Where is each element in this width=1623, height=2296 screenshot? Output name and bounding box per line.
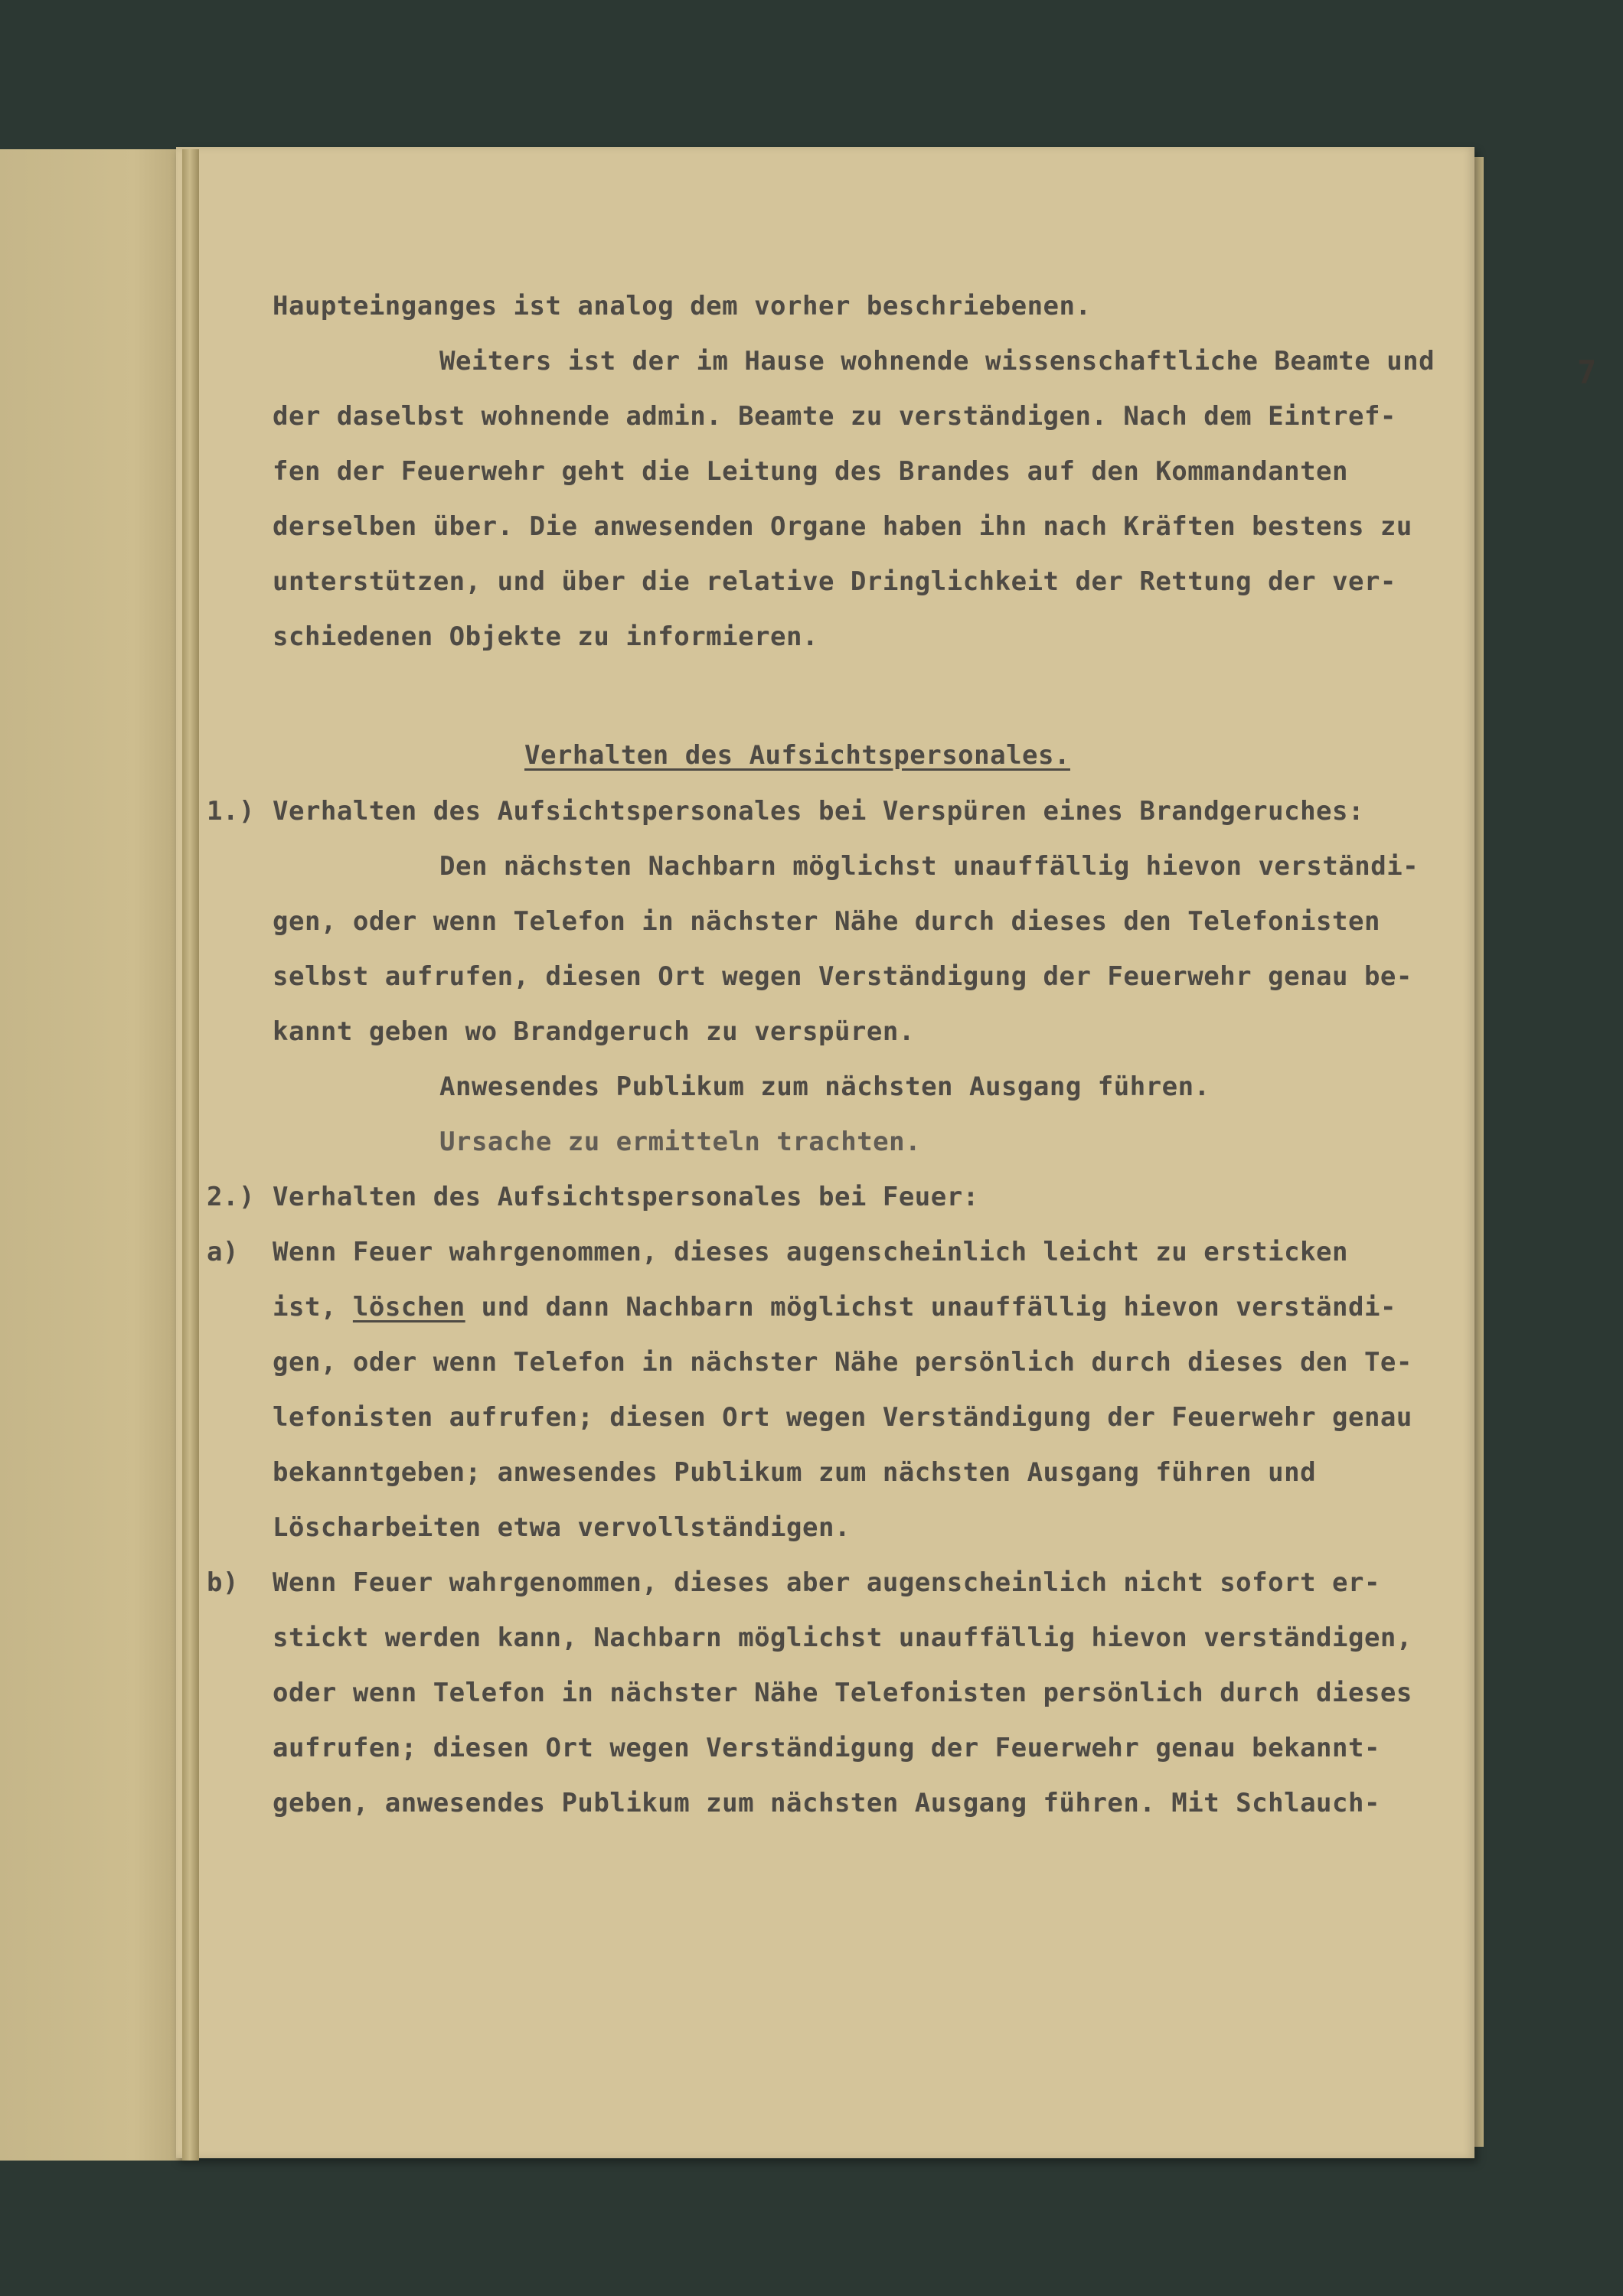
text-line: Ursache zu ermitteln trachten. xyxy=(439,1127,922,1157)
text-line: unterstützen, und über die relative Dringlichkeit der Rettung der ver- xyxy=(273,566,1396,597)
section-number: 1.) xyxy=(207,796,255,827)
page-edge xyxy=(1474,157,1484,2147)
text-line: Haupteinganges ist analog dem vorher beschriebenen. xyxy=(273,291,1092,321)
text-line: selbst aufrufen, diesen Ort wegen Verständigung der Feuerwehr genau be- xyxy=(273,961,1412,992)
text-line: Wenn Feuer wahrgenommen, dieses aber augenscheinlich nicht sofort er- xyxy=(273,1567,1380,1598)
text-line: oder wenn Telefon in nächster Nähe Telefonisten persönlich durch dieses xyxy=(273,1678,1412,1708)
text-line: Anwesendes Publikum zum nächsten Ausgang führen. xyxy=(439,1071,1210,1102)
book-spine xyxy=(182,149,199,2161)
text-line: bekanntgeben; anwesendes Publikum zum nächsten Ausgang führen und xyxy=(273,1457,1317,1488)
text-line: gen, oder wenn Telefon in nächster Nähe durch dieses den Telefonisten xyxy=(273,906,1380,937)
section-heading: Verhalten des Aufsichtspersonales. xyxy=(524,740,1070,771)
item-marker: b) xyxy=(207,1567,239,1598)
text-line: schiedenen Objekte zu informieren. xyxy=(273,621,818,652)
page-number: 7 xyxy=(1577,354,1597,391)
text-line: Den nächsten Nachbarn möglichst unauffällig hievon verständi- xyxy=(439,851,1419,882)
text-fragment: ist, xyxy=(273,1292,337,1322)
text-line: gen, oder wenn Telefon in nächster Nähe persönlich durch dieses den Te- xyxy=(273,1347,1412,1378)
text-line: Löscharbeiten etwa vervollständigen. xyxy=(273,1512,851,1543)
document-page xyxy=(176,147,1597,2158)
section-title: Verhalten des Aufsichtspersonales bei Feuer: xyxy=(273,1182,979,1212)
text-line: kannt geben wo Brandgeruch zu verspüren. xyxy=(273,1016,915,1047)
text-line xyxy=(273,1292,1396,1322)
text-line: Weiters ist der im Hause wohnende wissenschaftliche Beamte und xyxy=(439,346,1435,377)
text-fragment: und dann Nachbarn möglichst unauffällig hievon verständi- xyxy=(481,1292,1396,1322)
text-line: fen der Feuerwehr geht die Leitung des Brandes auf den Kommandanten xyxy=(273,456,1348,487)
text-line: der daselbst wohnende admin. Beamte zu verständigen. Nach dem Eintref- xyxy=(273,401,1396,432)
section-number: 2.) xyxy=(207,1182,255,1212)
text-line: derselben über. Die anwesenden Organe haben ihn nach Kräften bestens zu xyxy=(273,511,1412,542)
text-line: Wenn Feuer wahrgenommen, dieses augenscheinlich leicht zu ersticken xyxy=(273,1237,1348,1267)
text-line: aufrufen; diesen Ort wegen Verständigung der Feuerwehr genau bekannt- xyxy=(273,1733,1380,1763)
left-page xyxy=(0,149,191,2161)
section-title: Verhalten des Aufsichtspersonales bei Verspüren eines Brandgeruches: xyxy=(273,796,1364,827)
underlined-word: löschen xyxy=(352,1292,465,1322)
text-line: geben, anwesendes Publikum zum nächsten Ausgang führen. Mit Schlauch- xyxy=(273,1788,1380,1818)
text-line: stickt werden kann, Nachbarn möglichst unauffällig hievon verständigen, xyxy=(273,1623,1412,1653)
text-line: lefonisten aufrufen; diesen Ort wegen Verständigung der Feuerwehr genau xyxy=(273,1402,1412,1433)
item-marker: a) xyxy=(207,1237,239,1267)
